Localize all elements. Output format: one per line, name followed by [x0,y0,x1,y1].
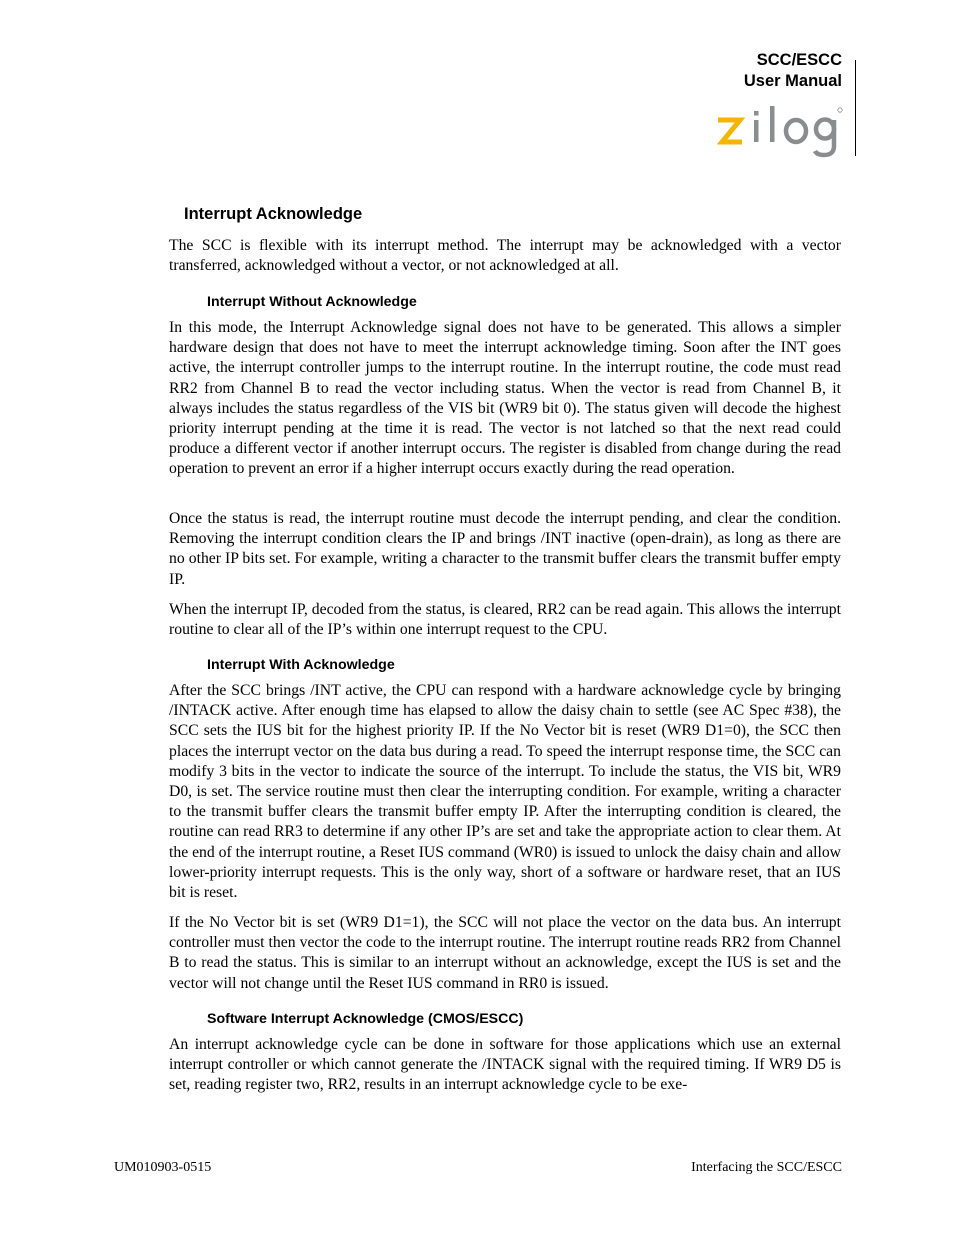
paragraph: After the SCC brings /INT active, the CPU can respond with a hardware acknowledge cycle by bringing /INTACK active. After enough time has elapsed to allow the daisy chain to settle (see AC Spec #38), the SCC sets the IUS bit for the highest priority IP. If the No Vector bit is reset (WR9 D1=0), the SCC then places the interrupt vector on the data bus during a read. To speed the interrupt response time, the SCC can modify 3 bits in the vector to indicate the source of the interrupt. To include the status, the VIS bit, WR9 D0, is set. The service routine must then clear the interrupting condition. For example, writing a character to the transmit buffer clears the transmit buffer empty IP. After the interrupting condition is cleared, the routine can read RR3 to determine if any other IP’s are set and take the appropriate action to clear them. At the end of the interrupt routine, a Reset IUS command (WR0) is issued to unlock the daisy chain and allow lower-priority interrupt requests. This is the only way, short of a software or hardware reset, that an IUS bit is reset. [169,682,841,902]
paragraph: If the No Vector bit is set (WR9 D1=1), the SCC will not place the vector on the data bus. An interrupt controller must then vector the code to the interrupt routine. The interrupt routine reads RR2 from Channel B to read the status. This is similar to an interrupt without an acknowledge, except the IUS is set and the vector will not change until the Reset IUS command in RR0 is issued. [169,914,841,992]
section-title: Interrupt Acknowledge [184,205,363,223]
header-title-line1: SCC/ESCC [756,51,842,69]
paragraph: Once the status is read, the interrupt routine must decode the interrupt pending, and clear the condition. Removing the interrupt condition clears the IP and brings /INT inactive (open-drain), as long as there are no other IP bits set. For example, writing a character to the transmit buffer clears the transmit buffer empty IP. [169,510,841,588]
section-intro: The SCC is flexible with its interrupt method. The interrupt may be acknowledged with a vector transferred, acknowledged without a vector, or not acknowledged at all. [169,237,841,275]
footer-doc-number: UM010903-0515 [114,1160,212,1175]
paragraph: When the interrupt IP, decoded from the status, is cleared, RR2 can be read again. This allows the interrupt routine to clear all of the IP’s within one interrupt request to the CPU. [169,601,841,639]
zilog-logo [714,104,844,158]
footer-chapter: Interfacing the SCC/ESCC [691,1160,842,1175]
header-title-line2: User Manual [743,72,842,90]
subsection-title-without-ack: Interrupt Without Acknowledge [207,294,417,310]
paragraph: An interrupt acknowledge cycle can be done in software for those applications which use an external interrupt controller or which cannot generate the /INTACK signal with the required timing. If WR9 D5 is set, reading register two, RR2, results in an interrupt acknowledge cycle to be exe- [169,1036,841,1094]
header-divider [855,60,856,156]
subsection-title-software-ack: Software Interrupt Acknowledge (CMOS/ESCC) [207,1011,524,1027]
subsection-title-with-ack: Interrupt With Acknowledge [207,657,395,673]
paragraph: In this mode, the Interrupt Acknowledge signal does not have to be generated. This allows a simpler hardware design that does not have to meet the interrupt acknowledge timing. Soon after the INT goes active, the interrupt controller jumps to the interrupt routine. In the interrupt routine, the code must read RR2 from Channel B to read the vector including status. When the vector is read from Channel B, it always includes the status regardless of the VIS bit (WR9 bit 0). The status given will decode the highest priority interrupt pending at the time it is read. The vector is not latched so that the next read could produce a different vector if another interrupt occurs. The register is disabled from change during the read operation to prevent an error if a higher interrupt occurs exactly during the read operation. [169,319,841,478]
running-header [744,50,842,92]
